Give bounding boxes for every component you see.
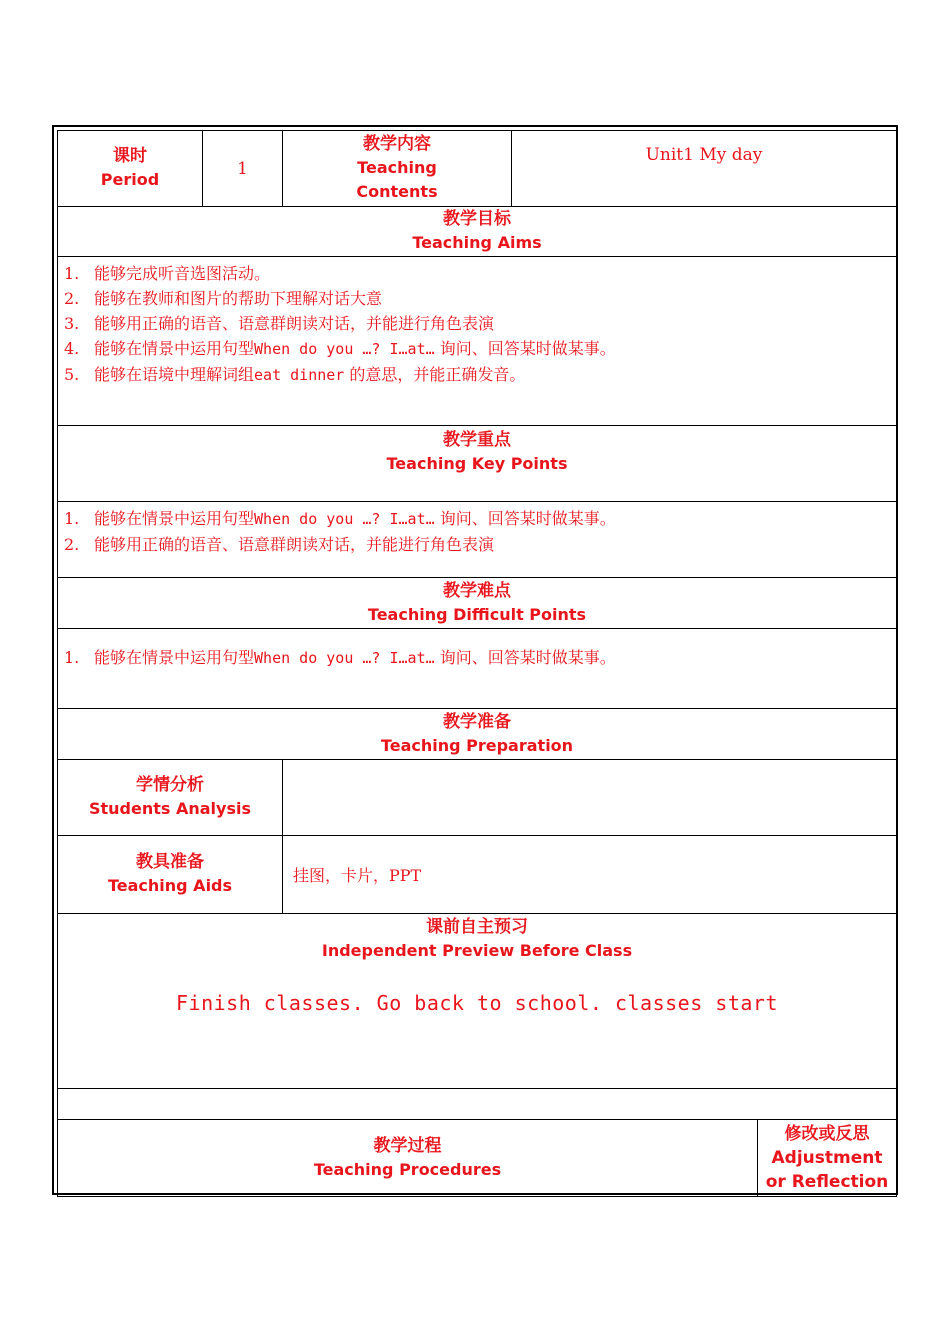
teaching-aids-value: 挂图，卡片，PPT [293,866,422,885]
difficult-points-list [64,645,616,671]
students-analysis-zh: 学情分析 [136,775,204,795]
period-label-zh: 课时 [113,146,147,166]
key-point-item: 1. 能够在情景中运用句型When do you …? I…at… 询问、回答某时做某事。 [64,509,616,528]
procedures-heading-cell [57,1119,758,1197]
aims-item: 1. 能够完成听音选图活动。 [64,264,271,283]
empty-row [57,1088,897,1120]
preparation-title-en: Teaching Preparation [380,735,574,755]
teaching-aids-label-cell [57,835,283,914]
key-points-title-zh: 教学重点 [443,430,511,450]
aims-item: 4. 能够在情景中运用句型When do you …? I…at… 询问、回答某时做某事。 [64,339,616,358]
contents-value-cell [511,130,897,207]
key-points-title-en: Teaching Key Points [386,454,568,473]
contents-value: Unit1 My day [645,145,763,165]
period-value: 1 [237,158,248,179]
difficult-points-title-zh: 教学难点 [443,580,511,601]
contents-label-cell [282,130,512,207]
lesson-plan-table [52,125,898,1195]
preview-title-zh: 课前自主预习 [426,917,528,937]
teaching-aids-value-cell [282,835,897,914]
teaching-aids-zh: 教具准备 [136,852,204,872]
aims-heading-cell [57,206,897,257]
difficult-point-item: 1. 能够在情景中运用句型When do you …? I…at… 询问、回答某时做某事。 [64,648,616,667]
preparation-title-zh: 教学准备 [443,711,511,732]
preview-content: Finish classes. Go back to school. classes start [176,991,778,1015]
students-analysis-en: Students Analysis [88,799,251,818]
period-label-cell [57,130,203,207]
difficult-points-heading-cell [57,577,897,629]
aims-title-zh: 教学目标 [443,209,511,229]
key-points-heading-cell [57,425,897,502]
aims-item: 3. 能够用正确的语音、语意群朗读对话，并能进行角色表演 [64,314,495,333]
preview-title-en: Independent Preview Before Class [321,941,633,960]
procedures-title-en: Teaching Procedures [313,1159,502,1179]
aims-item: 2. 能够在教师和图片的帮助下理解对话大意 [64,289,383,308]
contents-label-en-1: Teaching [357,158,437,177]
key-point-item: 2. 能够用正确的语音、语意群朗读对话，并能进行角色表演 [64,535,495,554]
aims-item: 5. 能够在语境中理解词组eat dinner 的意思，并能正确发音。 [64,365,526,384]
contents-label-zh: 教学内容 [363,134,431,154]
period-label-en: Period [100,170,160,189]
key-points-list-cell [57,501,897,578]
students-analysis-label-cell [57,759,283,836]
key-points-list [64,506,616,557]
aims-list-cell [57,256,897,426]
reflection-heading-cell [757,1119,897,1197]
reflection-title-en-1: Adjustment [771,1147,883,1168]
contents-label-en-2: Contents [356,182,438,201]
reflection-title-zh: 修改或反思 [784,1123,870,1144]
reflection-title-en-2: or Reflection [765,1171,889,1192]
difficult-points-list-cell [57,628,897,709]
students-analysis-value-cell [282,759,897,836]
teaching-aids-en: Teaching Aids [107,876,233,895]
preview-cell [57,913,897,1089]
procedures-title-zh: 教学过程 [373,1135,442,1156]
difficult-points-title-en: Teaching Difficult Points [367,604,587,624]
aims-title-en: Teaching Aims [412,233,542,252]
aims-list [64,261,616,388]
period-value-cell [202,130,283,207]
preparation-heading-cell [57,708,897,760]
